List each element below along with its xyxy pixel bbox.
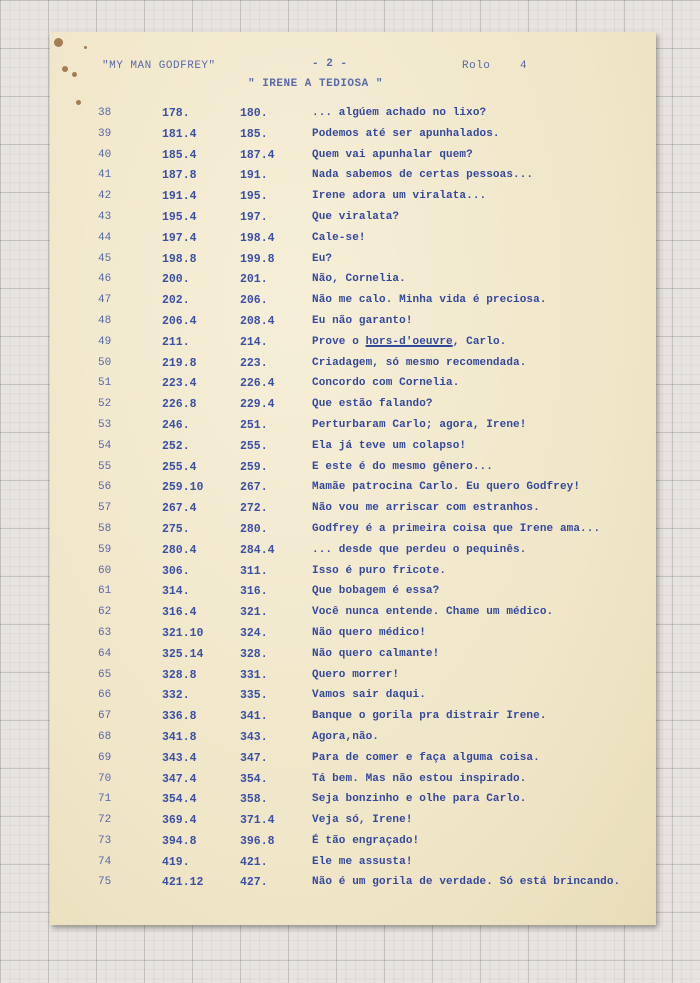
- subtitle-number: 68: [98, 730, 112, 743]
- subtitle-text: Quero morrer!: [312, 668, 400, 681]
- subtitle-text: Ela já teve um colapso!: [312, 439, 467, 452]
- subtitle-row: [50, 523, 656, 544]
- subtitle-number: 67: [98, 710, 112, 723]
- timecode-in: 178.: [162, 107, 190, 120]
- timecode-in: 280.4: [162, 543, 197, 557]
- subtitle-row: [50, 481, 656, 502]
- subtitle-text: Concordo com Cornelia.: [312, 377, 460, 390]
- timecode-in: 347.4: [162, 772, 197, 786]
- timecode-out: 272.: [240, 502, 268, 516]
- subtitle-number: 54: [98, 439, 112, 452]
- timecode-out: 335.: [240, 689, 268, 703]
- subtitle-row: [50, 128, 656, 149]
- timecode-in: 267.4: [162, 502, 197, 516]
- timecode-in: 255.4: [162, 460, 197, 474]
- subtitle-text: Não quero médico!: [312, 626, 426, 639]
- timecode-out: 331.: [240, 668, 268, 682]
- reel-label: Rolo: [462, 60, 491, 72]
- subtitle-number: 40: [98, 148, 112, 161]
- timecode-out: 343.: [240, 730, 268, 744]
- timecode-out: 284.4: [240, 543, 275, 557]
- timecode-out: 191.: [240, 169, 268, 183]
- timecode-in: 181.4: [162, 127, 197, 141]
- subtitle-number: 56: [98, 481, 112, 494]
- subtitle-number: 55: [98, 460, 112, 473]
- timecode-out: 208.4: [240, 314, 275, 328]
- timecode-out: 198.4: [240, 231, 275, 245]
- subtitle-row: [50, 294, 656, 315]
- subtitle-row: [50, 211, 656, 232]
- subtitle-text: Eu?: [312, 252, 333, 265]
- subtitle-row: [50, 253, 656, 274]
- timecode-out: 187.4: [240, 148, 275, 162]
- ink-stain: [84, 46, 87, 49]
- subtitle-text: Para de comer e faça alguma coisa.: [312, 751, 540, 764]
- subtitle-row: [50, 398, 656, 419]
- subtitle-row: [50, 835, 656, 856]
- subtitle-text: E este é do mesmo gênero...: [312, 460, 493, 473]
- timecode-out: 185.: [240, 127, 268, 141]
- timecode-in: 341.8: [162, 730, 197, 744]
- timecode-out: 421.: [240, 855, 268, 869]
- subtitle-text: Tá bem. Mas não estou inspirado.: [312, 772, 527, 785]
- reel-number: 4: [520, 60, 528, 72]
- subtitle-number: 39: [98, 127, 112, 140]
- timecode-out: 347.: [240, 751, 268, 765]
- subtitle-number: 60: [98, 564, 112, 577]
- subtitle-text: [312, 336, 506, 348]
- timecode-in: 306.: [162, 564, 190, 578]
- subtitle-number: 52: [98, 398, 112, 411]
- subtitle-row: [50, 565, 656, 586]
- subtitle-row: [50, 169, 656, 190]
- subtitle-number: 57: [98, 502, 112, 515]
- subtitle-row: [50, 149, 656, 170]
- subtitle-row: [50, 710, 656, 731]
- timecode-in: 354.4: [162, 793, 197, 807]
- timecode-in: 191.4: [162, 190, 197, 204]
- subtitle-row: [50, 190, 656, 211]
- timecode-in: 421.12: [162, 876, 204, 890]
- subtitle-row: [50, 585, 656, 606]
- subtitle-text: É tão engraçado!: [312, 834, 420, 847]
- timecode-in: 202.: [162, 294, 190, 308]
- subtitle-number: 38: [98, 107, 112, 119]
- subtitle-list: [50, 107, 656, 897]
- timecode-out: 197.: [240, 210, 268, 224]
- timecode-in: 314.: [162, 585, 190, 599]
- timecode-out: 180.: [240, 107, 268, 120]
- timecode-in: 343.4: [162, 751, 197, 765]
- subtitle-text: Seja bonzinho e olhe para Carlo.: [312, 793, 527, 806]
- subtitle-text: ... algúem achado no lixo?: [312, 107, 487, 119]
- subtitle-row: [50, 669, 656, 690]
- subtitle-number: 66: [98, 689, 112, 702]
- timecode-in: 259.10: [162, 481, 204, 495]
- timecode-out: 311.: [240, 564, 268, 578]
- subtitle-number: 50: [98, 356, 112, 369]
- subtitle-number: 75: [98, 876, 112, 889]
- timecode-out: 255.: [240, 439, 268, 453]
- subtitle-number: 71: [98, 793, 112, 806]
- subtitle-row: [50, 440, 656, 461]
- ink-stain: [76, 100, 81, 105]
- subtitle-number: 51: [98, 377, 112, 390]
- subtitle-number: 45: [98, 252, 112, 265]
- timecode-in: 206.4: [162, 314, 197, 328]
- subtitle-number: 72: [98, 814, 112, 827]
- timecode-out: 328.: [240, 647, 268, 661]
- subtitle-row: [50, 502, 656, 523]
- timecode-in: 219.8: [162, 356, 197, 370]
- subtitle-number: 65: [98, 668, 112, 681]
- subtitle-text: Ele me assusta!: [312, 855, 413, 868]
- timecode-in: 325.14: [162, 647, 204, 661]
- timecode-out: 201.: [240, 273, 268, 287]
- subtitle-number: 64: [98, 647, 112, 660]
- timecode-out: 321.: [240, 606, 268, 620]
- subtitle-row: [50, 336, 656, 357]
- timecode-out: 251.: [240, 418, 268, 432]
- subtitle-text: Que bobagem é essa?: [312, 585, 440, 598]
- subtitle-text: Godfrey é a primeira coisa que Irene ama...: [312, 522, 601, 535]
- timecode-in: 185.4: [162, 148, 197, 162]
- subtitle-row: [50, 544, 656, 565]
- subtitle-number: 47: [98, 294, 112, 307]
- timecode-out: 195.: [240, 190, 268, 204]
- subtitle-row: [50, 856, 656, 877]
- timecode-in: 328.8: [162, 668, 197, 682]
- subtitle-row: [50, 752, 656, 773]
- timecode-in: 275.: [162, 522, 190, 536]
- underlined-term: hors-d'oeuvre: [365, 335, 453, 348]
- subtitle-row: [50, 731, 656, 752]
- subtitle-row: [50, 606, 656, 627]
- subtitle-row: [50, 107, 656, 128]
- timecode-out: 371.4: [240, 814, 275, 828]
- timecode-in: 223.4: [162, 377, 197, 391]
- subtitle-text: Irene adora um viralata...: [312, 190, 487, 203]
- subtitle-text: Não é um gorila de verdade. Só está brincando.: [312, 876, 621, 889]
- subtitle-text: Veja só, Irene!: [312, 814, 413, 827]
- subtitle-text: Não, Cornelia.: [312, 273, 406, 286]
- subtitle-text: Podemos até ser apunhalados.: [312, 127, 500, 140]
- subtitle-row: [50, 627, 656, 648]
- subtitle-row: [50, 876, 656, 897]
- subtitle-number: 69: [98, 751, 112, 764]
- timecode-in: 198.8: [162, 252, 197, 266]
- timecode-out: 396.8: [240, 834, 275, 848]
- subtitle-number: 53: [98, 418, 112, 431]
- subtitle-text: Banque o gorila pra distrair Irene.: [312, 710, 547, 723]
- subtitle-row: [50, 461, 656, 482]
- timecode-out: 226.4: [240, 377, 275, 391]
- typed-page: [50, 32, 656, 925]
- subtitle-row: [50, 315, 656, 336]
- subtitle-number: 48: [98, 314, 112, 327]
- timecode-in: 252.: [162, 439, 190, 453]
- timecode-out: 341.: [240, 710, 268, 724]
- ink-stain: [62, 66, 68, 72]
- subtitle-number: 59: [98, 543, 112, 556]
- subtitle-text: Nada sabemos de certas pessoas...: [312, 169, 534, 182]
- timecode-in: 211.: [162, 335, 190, 349]
- subtitle-row: [50, 648, 656, 669]
- scene-title: " IRENE A TEDIOSA ": [248, 78, 383, 90]
- subtitle-row: [50, 773, 656, 794]
- subtitle-text: Agora,não.: [312, 730, 380, 743]
- timecode-out: 259.: [240, 460, 268, 474]
- timecode-in: 195.4: [162, 210, 197, 224]
- subtitle-number: 73: [98, 834, 112, 847]
- subtitle-text: Que estão falando?: [312, 398, 433, 411]
- timecode-in: 332.: [162, 689, 190, 703]
- subtitle-text-part: , Carlo.: [452, 335, 507, 348]
- timecode-in: 316.4: [162, 606, 197, 620]
- timecode-out: 358.: [240, 793, 268, 807]
- timecode-in: 419.: [162, 855, 190, 869]
- subtitle-text: ... desde que perdeu o pequinês.: [312, 543, 527, 556]
- subtitle-text-part: Prove o: [312, 335, 366, 348]
- timecode-in: 246.: [162, 418, 190, 432]
- page-number: - 2 -: [312, 58, 348, 70]
- subtitle-number: 70: [98, 772, 112, 785]
- timecode-out: 223.: [240, 356, 268, 370]
- timecode-out: 214.: [240, 335, 268, 349]
- timecode-in: 336.8: [162, 710, 197, 724]
- subtitle-row: [50, 232, 656, 253]
- timecode-out: 280.: [240, 522, 268, 536]
- timecode-in: 187.8: [162, 169, 197, 183]
- subtitle-number: 46: [98, 273, 112, 286]
- ink-stain: [54, 38, 63, 47]
- film-title: "MY MAN GODFREY": [102, 60, 216, 72]
- subtitle-number: 58: [98, 522, 112, 535]
- subtitle-text: Eu não garanto!: [312, 314, 413, 327]
- subtitle-text: Mamãe patrocina Carlo. Eu quero Godfrey!: [312, 481, 581, 494]
- subtitle-row: [50, 814, 656, 835]
- timecode-in: 321.10: [162, 626, 204, 640]
- subtitle-text: Não vou me arriscar com estranhos.: [312, 502, 540, 515]
- subtitle-number: 49: [98, 335, 112, 348]
- subtitle-number: 42: [98, 190, 112, 203]
- timecode-in: 200.: [162, 273, 190, 287]
- subtitle-text: Você nunca entende. Chame um médico.: [312, 606, 554, 619]
- subtitle-number: 43: [98, 210, 112, 223]
- subtitle-text: Cale-se!: [312, 231, 366, 244]
- subtitle-number: 61: [98, 585, 112, 598]
- timecode-out: 316.: [240, 585, 268, 599]
- subtitle-row: [50, 793, 656, 814]
- subtitle-number: 62: [98, 606, 112, 619]
- subtitle-row: [50, 377, 656, 398]
- timecode-in: 394.8: [162, 834, 197, 848]
- subtitle-text: Criadagem, só mesmo recomendada.: [312, 356, 527, 369]
- timecode-in: 226.8: [162, 398, 197, 412]
- timecode-in: 197.4: [162, 231, 197, 245]
- subtitle-text: Isso é puro fricote.: [312, 564, 447, 577]
- subtitle-number: 63: [98, 626, 112, 639]
- subtitle-text: Que viralata?: [312, 210, 400, 223]
- timecode-out: 206.: [240, 294, 268, 308]
- subtitle-text: Vamos sair daqui.: [312, 689, 426, 702]
- subtitle-number: 44: [98, 231, 112, 244]
- subtitle-text: Perturbaram Carlo; agora, Irene!: [312, 418, 527, 431]
- subtitle-row: [50, 689, 656, 710]
- subtitle-row: [50, 273, 656, 294]
- timecode-in: 369.4: [162, 814, 197, 828]
- ink-stain: [72, 72, 77, 77]
- subtitle-text: Quem vai apunhalar quem?: [312, 148, 473, 161]
- timecode-out: 427.: [240, 876, 268, 890]
- timecode-out: 229.4: [240, 398, 275, 412]
- subtitle-number: 74: [98, 855, 112, 868]
- subtitle-row: [50, 357, 656, 378]
- timecode-out: 354.: [240, 772, 268, 786]
- timecode-out: 267.: [240, 481, 268, 495]
- subtitle-text: Não quero calmante!: [312, 647, 440, 660]
- timecode-out: 199.8: [240, 252, 275, 266]
- subtitle-number: 41: [98, 169, 112, 182]
- subtitle-text: Não me calo. Minha vida é preciosa.: [312, 294, 547, 307]
- subtitle-row: [50, 419, 656, 440]
- timecode-out: 324.: [240, 626, 268, 640]
